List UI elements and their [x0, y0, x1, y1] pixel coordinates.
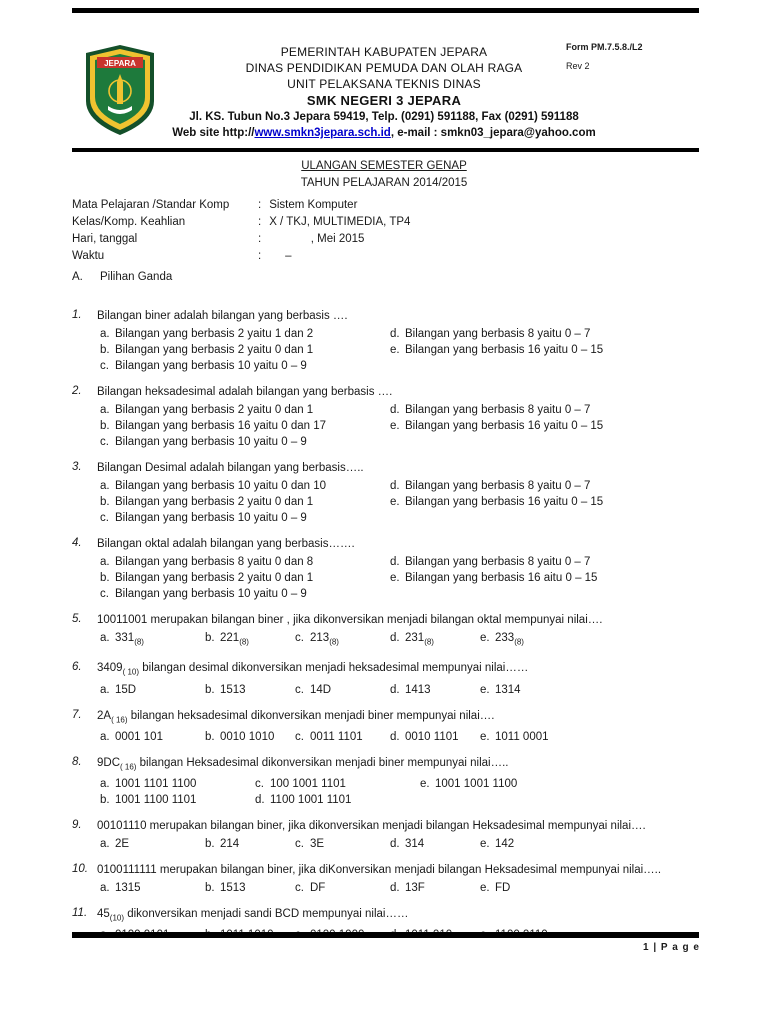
option-letter: b.	[100, 496, 110, 508]
option-letter: b.	[205, 882, 215, 895]
option-row	[390, 554, 700, 570]
question-text: Bilangan heksadesimal adalah bilangan yang berbasis ….	[97, 386, 393, 398]
answer-option	[100, 556, 313, 568]
meta-row	[72, 248, 410, 265]
option-letter: a.	[100, 632, 110, 644]
meta-label: Kelas/Komp. Keahlian	[72, 216, 186, 228]
option-letter: a.	[100, 683, 110, 696]
question-number: 7.	[72, 708, 82, 721]
answer-option	[255, 794, 351, 806]
answer-option	[295, 682, 390, 698]
option-row	[390, 570, 700, 586]
option-inline-row	[100, 836, 700, 852]
option-letter: a.	[100, 404, 110, 416]
option-letter: e.	[390, 344, 400, 356]
option-row	[100, 434, 390, 450]
option-row	[100, 792, 255, 808]
answer-option	[100, 360, 307, 372]
question-number: 1.	[72, 309, 82, 321]
option-text: $231_{(8)}$	[405, 632, 434, 647]
question-text: $9DC_{( 16)}$ bilangan Heksadesimal dikonversikan menjadi biner mempunyai nilai…..	[97, 756, 509, 772]
answer-option	[100, 794, 196, 806]
school-contact-line	[0, 125, 768, 141]
option-column	[100, 776, 255, 808]
answer-option	[480, 836, 700, 852]
option-text: Bilangan yang berbasis 10 yaitu 0 – 9	[115, 588, 307, 600]
option-text: Bilangan yang berbasis 10 yaitu 0 – 9	[115, 360, 307, 372]
question	[72, 819, 700, 852]
option-text: Bilangan yang berbasis 16 yaitu 0 – 15	[405, 496, 604, 508]
option-columns	[100, 478, 700, 526]
question-body	[97, 819, 700, 852]
question	[72, 709, 700, 745]
option-letter: c.	[100, 360, 109, 372]
option-text: $233_{(8)}$	[495, 632, 524, 647]
option-text: 1100 1001 1101	[270, 794, 352, 807]
option-letter: b.	[205, 683, 215, 696]
option-text: 14D	[310, 683, 332, 696]
answer-option	[205, 880, 295, 896]
option-text: Bilangan yang berbasis 10 yaitu 0 dan 10	[115, 480, 326, 492]
meta-label: Hari, tanggal	[72, 233, 138, 245]
option-column	[100, 478, 390, 526]
meta-row	[72, 197, 410, 214]
option-letter: c.	[295, 730, 304, 743]
answer-option	[100, 328, 313, 340]
question	[72, 461, 700, 526]
option-text: 314	[405, 838, 425, 851]
option-text: Bilangan yang berbasis 16 yaitu 0 – 15	[405, 420, 604, 432]
question-number: 10.	[72, 863, 88, 876]
option-letter: c.	[100, 512, 109, 524]
section-letter: A.	[72, 271, 83, 283]
answer-option	[255, 778, 346, 790]
answer-option	[100, 682, 205, 698]
option-letter: c.	[295, 882, 304, 895]
answer-option	[100, 778, 196, 790]
option-columns	[100, 326, 700, 374]
meta-separator: :	[258, 233, 262, 245]
option-column	[100, 326, 390, 374]
option-text: $221_{(8)}$	[220, 632, 249, 647]
answer-option	[390, 328, 590, 340]
option-letter: e.	[390, 420, 400, 432]
government-line: PEMERINTAH KABUPATEN JEPARA	[280, 45, 488, 59]
answer-option	[390, 836, 480, 852]
answer-option	[100, 404, 313, 416]
option-text: 1314	[495, 683, 521, 696]
answer-option	[390, 480, 590, 492]
question	[72, 907, 700, 943]
answer-option	[100, 496, 313, 508]
exam-title-block	[0, 158, 768, 192]
email-label: , e-mail : smkn03_jepara@yahoo.com	[390, 127, 596, 139]
option-text: 1001 1101 1100	[115, 778, 197, 791]
option-letter: c.	[295, 683, 304, 696]
answer-option	[295, 630, 390, 650]
option-row	[420, 776, 700, 792]
option-row	[100, 510, 390, 526]
answer-option	[100, 836, 205, 852]
option-letter: a.	[100, 730, 110, 743]
question-text: 00101110 merupakan bilangan biner, jika dikonversikan menjadi bilangan Heksadesimal mempunyai nilai….	[97, 820, 646, 833]
answer-option	[100, 729, 205, 745]
option-text: Bilangan yang berbasis 8 yaitu 0 – 7	[405, 328, 591, 340]
answer-option	[100, 480, 326, 492]
question-body	[97, 709, 700, 745]
question-body	[97, 756, 700, 808]
option-text: 2E	[115, 838, 130, 851]
answer-option	[295, 836, 390, 852]
meta-separator: :	[258, 250, 262, 262]
school-name: SMK NEGERI 3 JEPARA	[306, 93, 462, 108]
option-letter: d.	[390, 882, 400, 895]
question-number: 5.	[72, 613, 82, 625]
website-label: Web site http://	[172, 127, 255, 139]
option-text: Bilangan yang berbasis 2 yaitu 1 dan 2	[115, 328, 314, 340]
exam-meta	[72, 197, 410, 265]
option-letter: e.	[420, 778, 430, 791]
option-letter: b.	[100, 572, 110, 584]
option-text: Bilangan yang berbasis 10 yaitu 0 – 9	[115, 512, 307, 524]
option-text: 0011 1101	[310, 730, 363, 743]
answer-option	[390, 729, 480, 745]
option-row	[100, 342, 390, 358]
option-letter: d.	[390, 683, 400, 696]
option-letter: e.	[480, 632, 490, 644]
option-column	[100, 402, 390, 450]
unit-line: UNIT PELAKSANA TEKNIS DINAS	[287, 77, 481, 91]
answer-option	[390, 880, 480, 896]
answer-option	[295, 729, 390, 745]
option-column	[100, 554, 390, 602]
school-address: Jl. KS. Tubun No.3 Jepara 59419, Telp. (0291) 591188, Fax (0291) 591188	[189, 111, 579, 123]
option-letter: c.	[295, 838, 304, 851]
option-letter: c.	[255, 778, 264, 791]
answer-option	[420, 778, 517, 790]
answer-option	[390, 556, 590, 568]
option-text: Bilangan yang berbasis 2 yaitu 0 dan 1	[115, 404, 314, 416]
department-line: DINAS PENDIDIKAN PEMUDA DAN OLAH RAGA	[245, 61, 523, 75]
question-text: Bilangan oktal adalah bilangan yang berbasis…….	[97, 538, 355, 550]
exam-year: TAHUN PELAJARAN 2014/2015	[300, 177, 468, 189]
option-text: 1413	[405, 683, 431, 696]
option-row	[100, 570, 390, 586]
meta-row	[72, 214, 410, 231]
question-number: 8.	[72, 755, 82, 768]
answer-option	[390, 420, 603, 432]
section-title: Pilihan Ganda	[100, 271, 173, 283]
option-letter: c.	[100, 436, 109, 448]
letterhead	[0, 44, 768, 141]
option-letter: d.	[390, 328, 400, 340]
option-letter: b.	[100, 420, 110, 432]
question-number: 3.	[72, 461, 82, 473]
option-letter: d.	[255, 794, 265, 807]
option-inline-row	[100, 729, 700, 745]
option-letter: e.	[480, 730, 490, 743]
question-number: 6.	[72, 661, 82, 674]
option-letter: a.	[100, 778, 110, 791]
answer-option	[390, 404, 590, 416]
option-letter: d.	[390, 404, 400, 416]
option-row	[100, 494, 390, 510]
top-border-bar	[72, 8, 699, 13]
answer-option	[390, 344, 603, 356]
option-text: 1513	[220, 882, 246, 895]
option-text: Bilangan yang berbasis 2 yaitu 0 dan 1	[115, 496, 314, 508]
form-revision: Rev 2	[566, 61, 590, 71]
exam-content	[72, 271, 700, 954]
question-number: 4.	[72, 537, 82, 549]
answer-option	[100, 436, 307, 448]
option-text: Bilangan yang berbasis 10 yaitu 0 – 9	[115, 436, 307, 448]
question-body	[97, 661, 700, 697]
option-text: Bilangan yang berbasis 8 yaitu 0 dan 8	[115, 556, 314, 568]
option-text: 100 1001 1101	[270, 778, 346, 791]
option-row	[100, 358, 390, 374]
question-number: 9.	[72, 819, 82, 832]
question-body	[97, 907, 700, 943]
meta-separator: :	[258, 199, 262, 211]
question-body	[97, 309, 700, 374]
option-row	[390, 478, 700, 494]
option-column	[390, 402, 700, 450]
question-text: $45_{(10)}$ dikonversikan menjadi sandi BCD mempunyai nilai……	[97, 908, 409, 923]
option-text: 1001 1001 1100	[435, 778, 518, 791]
option-text: DF	[310, 882, 326, 895]
option-row	[390, 326, 700, 342]
question-text: $2A_{( 16)}$ bilangan heksadesimal dikonversikan menjadi biner mempunyai nilai….	[97, 709, 495, 724]
question-list	[72, 309, 700, 943]
answer-option	[390, 630, 480, 650]
meta-value: –	[266, 250, 292, 262]
option-column	[390, 326, 700, 374]
option-text: $331_{(8)}$	[115, 632, 144, 647]
option-text: Bilangan yang berbasis 16 yaitu 0 – 15	[405, 344, 604, 356]
option-column	[420, 776, 700, 808]
meta-value: , Mei 2015	[266, 233, 365, 245]
option-row	[100, 326, 390, 342]
option-text: 0001 101	[115, 730, 163, 743]
option-column	[255, 776, 420, 808]
option-row	[100, 478, 390, 494]
question-text: Bilangan Desimal adalah bilangan yang berbasis…..	[97, 462, 364, 474]
option-text: Bilangan yang berbasis 8 yaitu 0 – 7	[405, 556, 591, 568]
answer-option	[205, 682, 295, 698]
answer-option	[480, 630, 700, 650]
answer-option	[205, 729, 295, 745]
question-body	[97, 537, 700, 602]
option-inline-row	[100, 630, 700, 650]
option-letter: d.	[390, 632, 400, 644]
answer-option	[100, 880, 205, 896]
option-text: 13F	[405, 882, 425, 895]
meta-value: X / TKJ, MULTIMEDIA, TP4	[266, 216, 411, 228]
option-inline-row	[100, 682, 700, 698]
question-text: $3409_{( 10)}$ bilangan desimal dikonversikan menjadi heksadesimal mempunyai nilai……	[97, 662, 529, 677]
meta-label: Waktu	[72, 250, 105, 262]
option-row	[390, 402, 700, 418]
option-text: 0010 1010	[220, 730, 275, 743]
question-body	[97, 461, 700, 526]
option-row	[100, 418, 390, 434]
meta-label: Mata Pelajaran /Standar Komp	[72, 199, 230, 211]
question-number: 11.	[72, 907, 88, 920]
option-row	[390, 494, 700, 510]
answer-option	[390, 682, 480, 698]
option-row	[255, 792, 420, 808]
option-letter: d.	[390, 556, 400, 568]
option-letter: c.	[295, 632, 304, 644]
option-text: 1001 1100 1101	[115, 794, 197, 807]
option-columns	[100, 776, 700, 808]
option-text: Bilangan yang berbasis 16 aitu 0 – 15	[405, 572, 598, 584]
option-text: 1513	[220, 683, 246, 696]
meta-value: Sistem Komputer	[266, 199, 358, 211]
website-link[interactable]: www.smkn3jepara.sch.id	[254, 127, 391, 139]
option-text: Bilangan yang berbasis 8 yaitu 0 – 7	[405, 480, 591, 492]
option-letter: b.	[100, 794, 110, 807]
option-letter: a.	[100, 882, 110, 895]
form-code: Form PM.7.5.8./L2	[566, 42, 643, 52]
question	[72, 661, 700, 697]
option-letter: b.	[205, 730, 215, 743]
logo-banner-text: JEPARA	[104, 59, 136, 68]
question	[72, 863, 700, 896]
option-text: 1011 0001	[495, 730, 549, 743]
option-inline-row	[100, 880, 700, 896]
question-text: 10011001 merupakan bilangan biner , jika dikonversikan menjadi bilangan oktal mempunyai nilai….	[97, 614, 603, 626]
question-number: 2.	[72, 385, 82, 397]
question	[72, 613, 700, 650]
option-text: 15D	[115, 683, 137, 696]
option-letter: e.	[480, 882, 490, 895]
meta-separator: :	[258, 216, 262, 228]
answer-option	[480, 729, 700, 745]
option-text: $213_{(8)}$	[310, 632, 339, 647]
option-letter: a.	[100, 328, 110, 340]
option-text: 0010 1101	[405, 730, 459, 743]
option-text: 214	[220, 838, 240, 851]
option-row	[100, 554, 390, 570]
option-column	[390, 554, 700, 602]
question	[72, 537, 700, 602]
option-letter: a.	[100, 556, 110, 568]
option-letter: e.	[480, 838, 490, 851]
question	[72, 309, 700, 374]
option-letter: b.	[100, 344, 110, 356]
option-text: Bilangan yang berbasis 2 yaitu 0 dan 1	[115, 572, 314, 584]
answer-option	[480, 880, 700, 896]
option-row	[255, 776, 420, 792]
bottom-border-bar	[72, 932, 699, 938]
option-letter: b.	[205, 632, 215, 644]
option-text: Bilangan yang berbasis 16 yaitu 0 dan 17	[115, 420, 326, 432]
option-column	[390, 478, 700, 526]
exam-title: ULANGAN SEMESTER GENAP	[301, 160, 467, 172]
section-heading	[72, 271, 700, 283]
option-letter: e.	[390, 572, 400, 584]
option-text: 3E	[310, 838, 325, 851]
question-body	[97, 385, 700, 450]
option-row	[100, 586, 390, 602]
answer-option	[100, 588, 307, 600]
answer-option	[100, 420, 326, 432]
question-body	[97, 613, 700, 650]
option-text: 1315	[115, 882, 141, 895]
question-text: Bilangan biner adalah bilangan yang berbasis ….	[97, 310, 348, 322]
option-text: Bilangan yang berbasis 8 yaitu 0 – 7	[405, 404, 591, 416]
answer-option	[390, 572, 597, 584]
option-letter: d.	[390, 480, 400, 492]
page-number: 1 | P a g e	[643, 942, 700, 953]
option-columns	[100, 402, 700, 450]
question-body	[97, 863, 700, 896]
answer-option	[480, 682, 700, 698]
option-row	[100, 776, 255, 792]
answer-option	[205, 836, 295, 852]
answer-option	[100, 630, 205, 650]
question	[72, 756, 700, 808]
option-letter: d.	[390, 730, 400, 743]
question	[72, 385, 700, 450]
option-letter: a.	[100, 480, 110, 492]
option-text: 142	[495, 838, 515, 851]
answer-option	[100, 512, 307, 524]
answer-option	[100, 572, 313, 584]
option-columns	[100, 554, 700, 602]
option-text: FD	[495, 882, 511, 895]
option-letter: e.	[480, 683, 490, 696]
option-row	[390, 418, 700, 434]
option-letter: a.	[100, 838, 110, 851]
option-letter: c.	[100, 588, 109, 600]
option-letter: d.	[390, 838, 400, 851]
option-letter: b.	[205, 838, 215, 851]
option-row	[100, 402, 390, 418]
answer-option	[390, 496, 603, 508]
question-text: 0100111111 merupakan bilangan biner, jika diKonversikan menjadi bilangan Heksadesimal mempunyai nilai…..	[97, 864, 662, 877]
header-divider	[72, 148, 699, 152]
option-text: Bilangan yang berbasis 2 yaitu 0 dan 1	[115, 344, 314, 356]
option-row	[390, 342, 700, 358]
answer-option	[295, 880, 390, 896]
answer-option	[205, 630, 295, 650]
option-letter: e.	[390, 496, 400, 508]
meta-row	[72, 231, 410, 248]
answer-option	[100, 344, 313, 356]
